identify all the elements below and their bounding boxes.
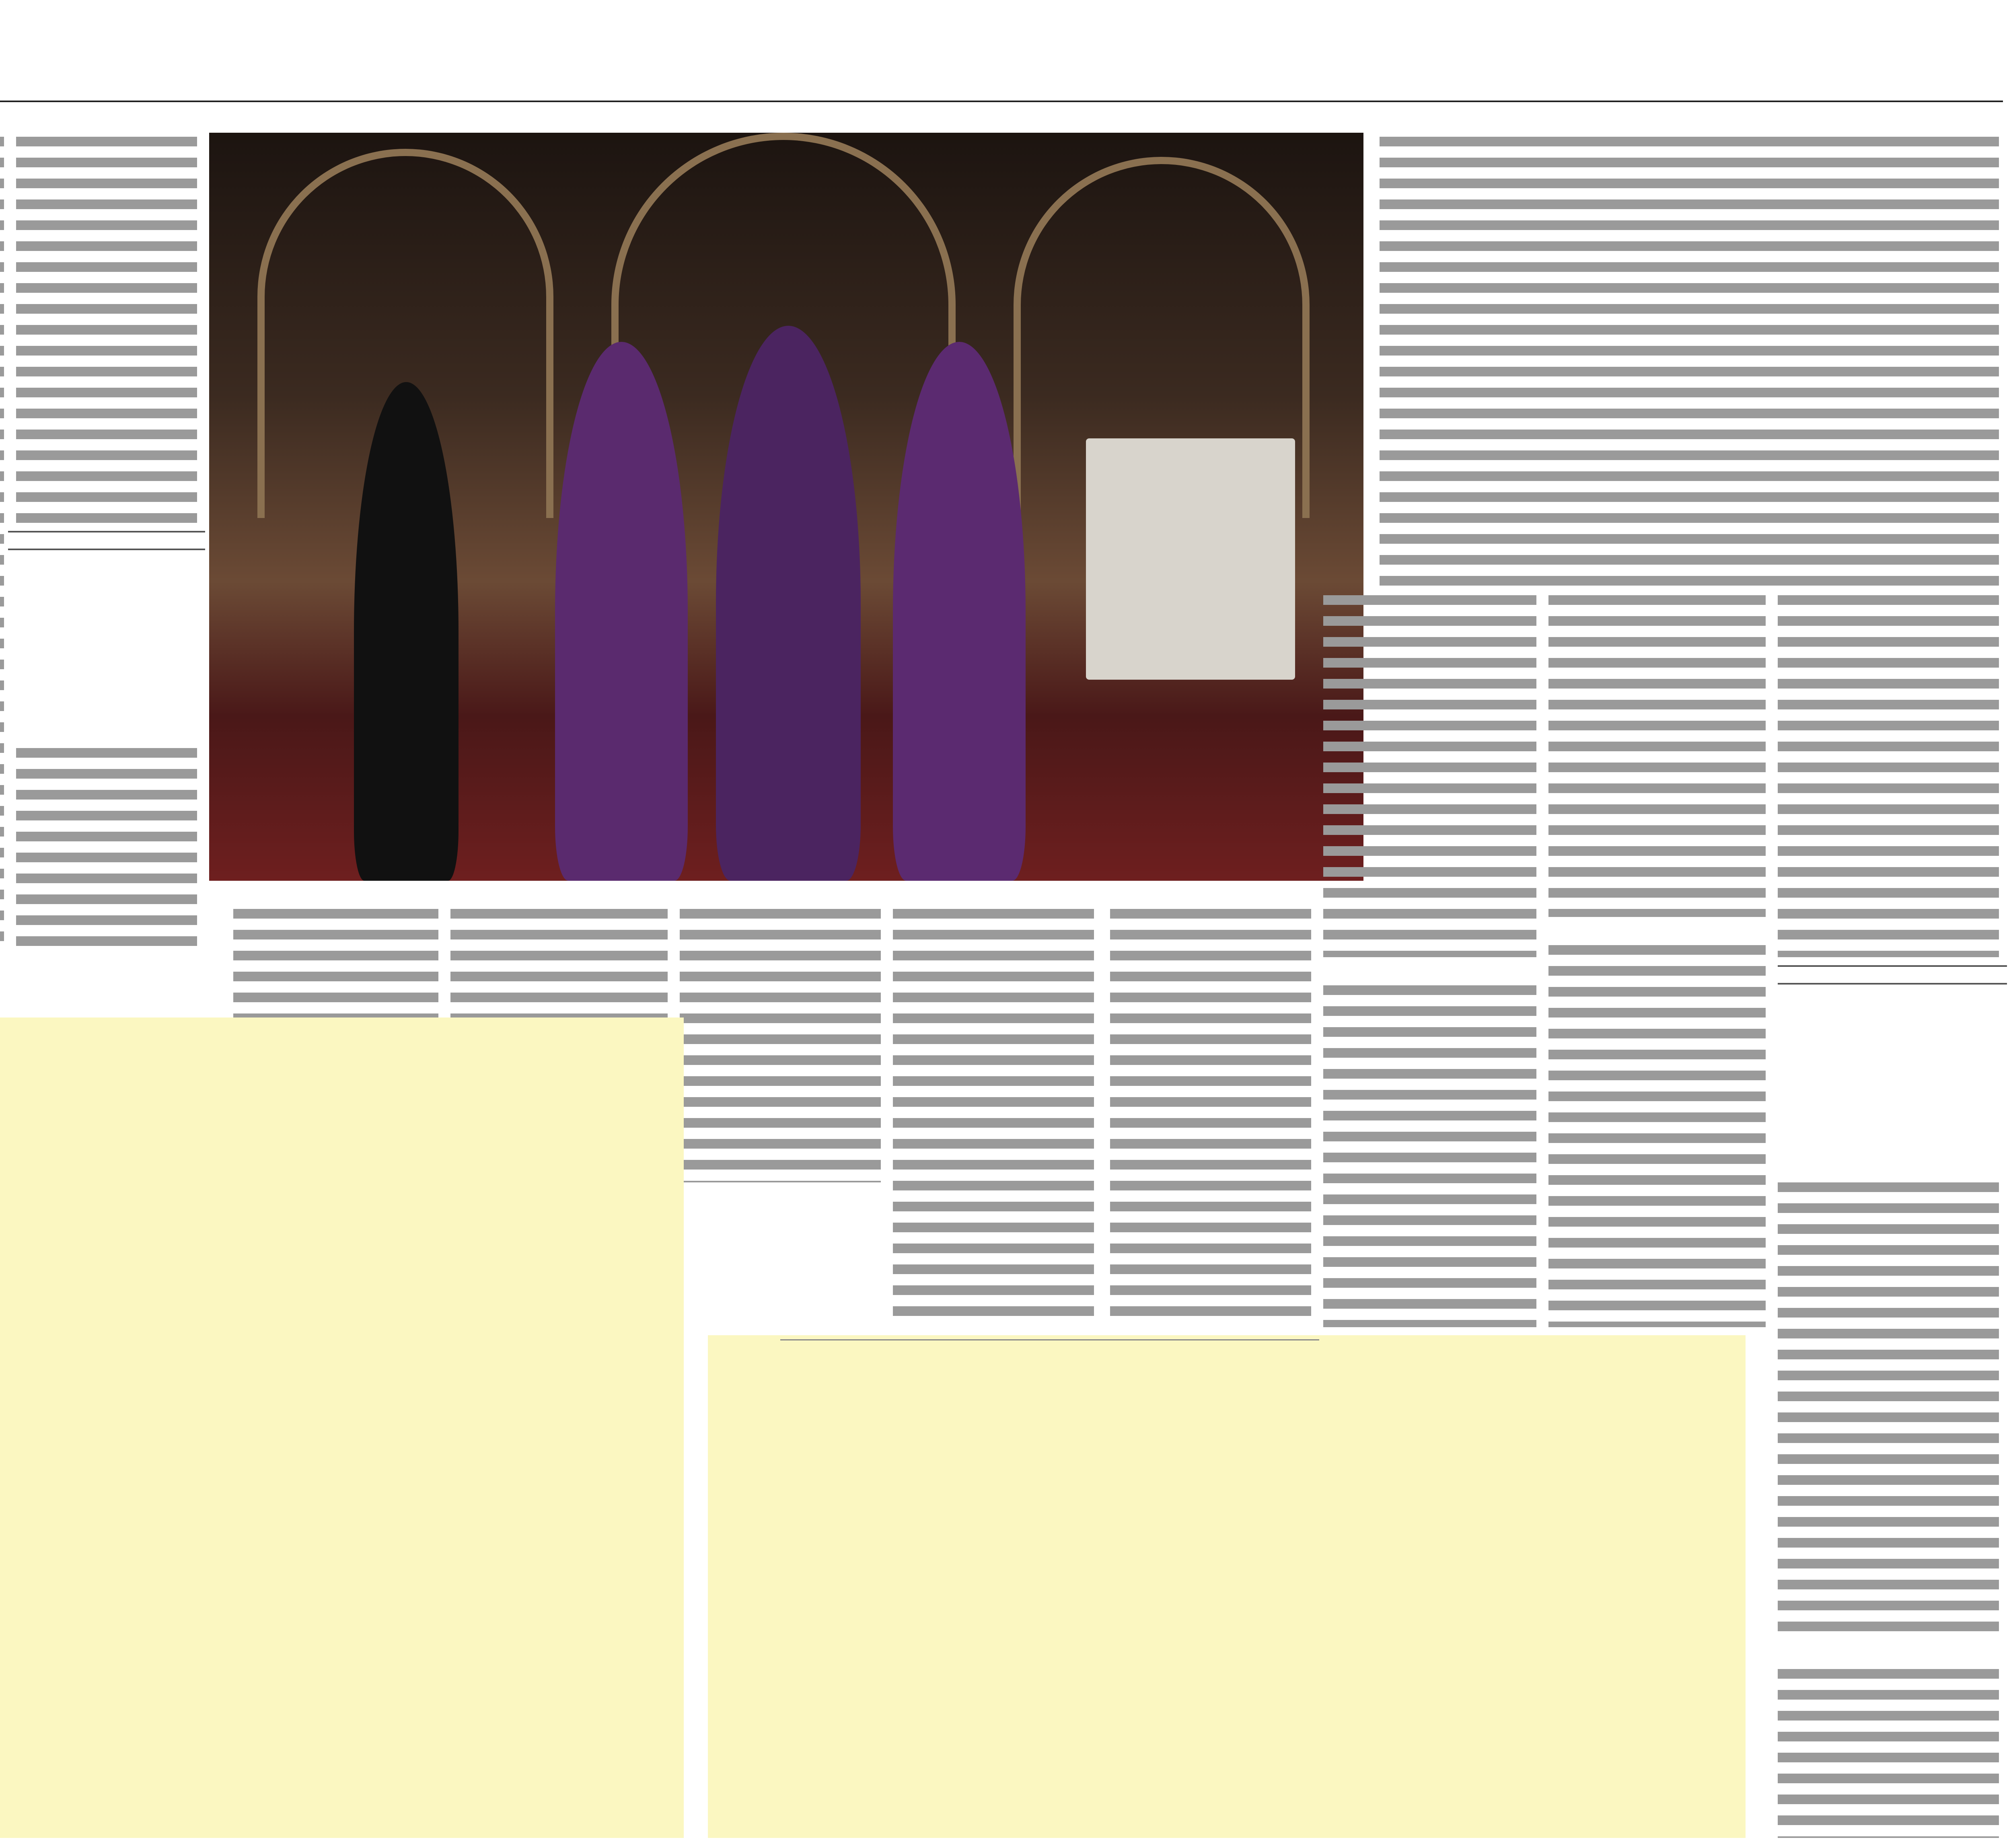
headline <box>0 8 2003 97</box>
column-text <box>1778 1669 1999 1838</box>
column-text <box>0 137 4 949</box>
church-photo <box>209 133 1363 881</box>
column-text <box>1323 985 1536 1327</box>
pull-quote-right <box>1778 965 2007 985</box>
pull-quote-middle <box>8 531 205 550</box>
column-text <box>16 748 197 949</box>
ad-block-left <box>0 1018 684 1838</box>
column-text <box>680 909 881 1182</box>
column-text <box>1323 595 1536 957</box>
ad-block-right <box>708 1335 1746 1838</box>
column-text <box>893 909 1094 1327</box>
column-text <box>16 137 197 539</box>
column-text <box>1778 595 1999 957</box>
column-text <box>1548 595 1766 917</box>
column-text <box>1548 945 1766 1327</box>
column-rule <box>780 1339 1319 1340</box>
column-text <box>1778 1182 1999 1633</box>
headline-rule <box>0 101 2003 102</box>
column-text <box>1110 909 1311 1327</box>
lead-text-block <box>1380 137 1999 587</box>
